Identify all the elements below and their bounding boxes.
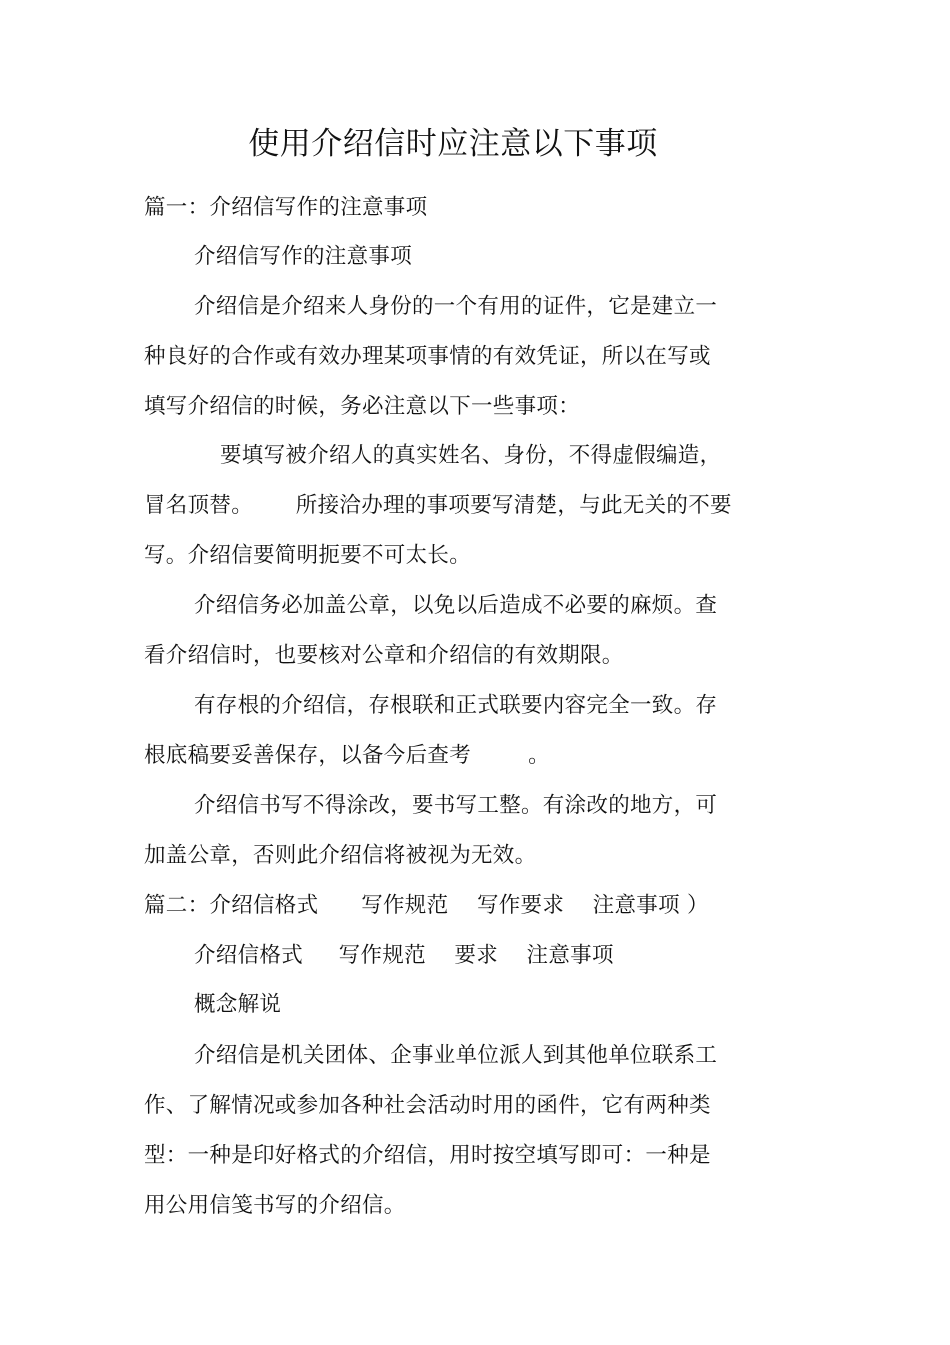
document-title: 使用介绍信时应注意以下事项	[248, 126, 658, 162]
paragraph-line: 型：一种是印好格式的介绍信，用时按空填写即可：一种是	[144, 1143, 711, 1168]
section-heading-2: 篇二：介绍信格式 写作规范 写作要求 注意事项 ）	[144, 893, 709, 918]
subheading-2: 介绍信格式 写作规范 要求 注意事项	[194, 943, 614, 968]
paragraph-line: 写。介绍信要简明扼要不可太长。	[144, 543, 472, 568]
paragraph-line: 介绍信书写不得涂改，要书写工整。有涂改的地方，可	[194, 793, 718, 818]
paragraph-line: 种良好的合作或有效办理某项事情的有效凭证，所以在写或	[144, 344, 711, 369]
section-heading-1: 篇一：介绍信写作的注意事项	[144, 195, 428, 220]
paragraph-line: 要填写被介绍人的真实姓名、身份，不得虚假编造，	[220, 443, 722, 468]
paragraph-line: 冒名顶替。 所接洽办理的事项要写清楚，与此无关的不要	[144, 493, 732, 518]
paragraph-line: 介绍信务必加盖公章，以免以后造成不必要的麻烦。查	[194, 593, 718, 618]
paragraph-line: 填写介绍信的时候，务必注意以下一些事项：	[144, 394, 581, 419]
paragraph-line: 加盖公章，否则此介绍信将被视为无效。	[144, 843, 537, 868]
paragraph-line: 根底稿要妥善保存，以备今后查考 。	[144, 743, 550, 768]
subheading-concept: 概念解说	[194, 992, 282, 1017]
paragraph-line: 用公用信笺书写的介绍信。	[144, 1193, 406, 1218]
paragraph-line: 看介绍信时，也要核对公章和介绍信的有效期限。	[144, 643, 624, 668]
paragraph-line: 介绍信是介绍来人身份的一个有用的证件，它是建立一	[194, 294, 718, 319]
paragraph-line: 介绍信是机关团体、企事业单位派人到其他单位联系工	[194, 1043, 718, 1068]
subheading-1: 介绍信写作的注意事项	[194, 244, 413, 269]
paragraph-line: 有存根的介绍信，存根联和正式联要内容完全一致。存	[194, 693, 718, 718]
paragraph-line: 作、了解情况或参加各种社会活动时用的函件，它有两种类	[144, 1093, 711, 1118]
